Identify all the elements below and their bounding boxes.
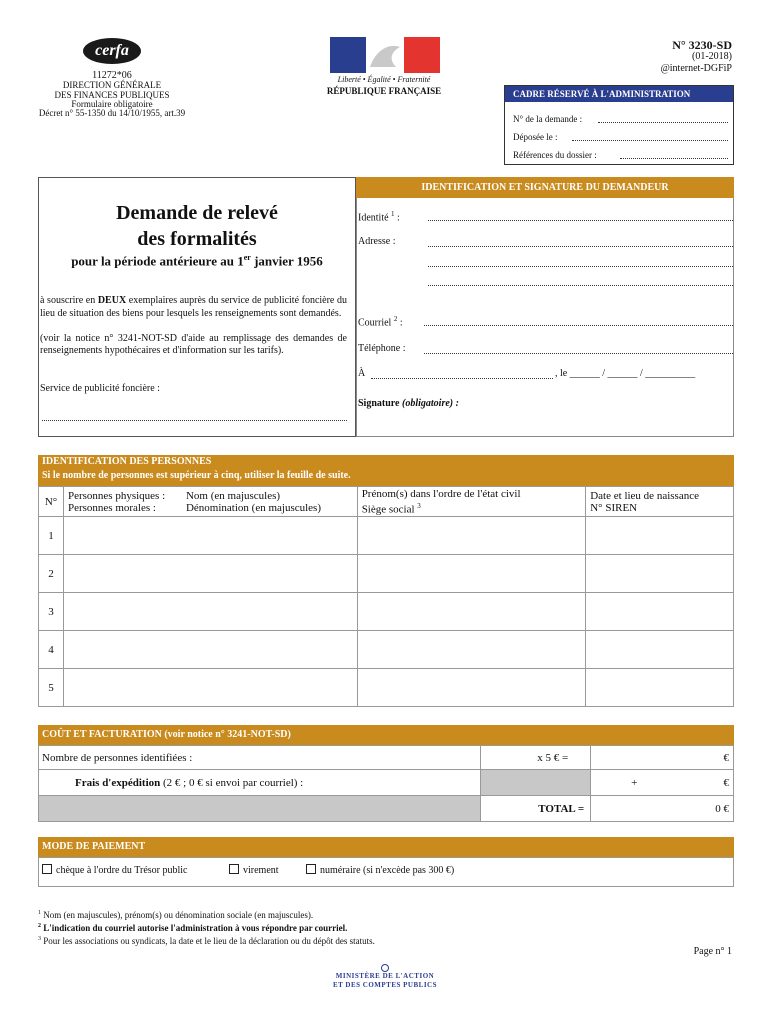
service-field[interactable] xyxy=(42,420,347,421)
name-cell[interactable] xyxy=(63,517,357,555)
row-number: 1 xyxy=(39,517,64,555)
page-number: Page n° 1 xyxy=(693,946,732,957)
rate-label: x 5 € = xyxy=(481,746,591,770)
total-cell[interactable] xyxy=(591,796,734,822)
firstname-cell[interactable] xyxy=(357,517,586,555)
shipping-grey-cell xyxy=(481,770,591,796)
row-number: 4 xyxy=(39,631,64,669)
footnote-1: $^1$ Nom (en majuscules), prénom(s) ou dénomination sociale (en majuscules). xyxy=(38,910,314,920)
marianne-flag-icon xyxy=(330,37,440,73)
footnote-2: $^2$ L'indication du courriel autorise l'administration à vous répondre par courriel. xyxy=(38,923,348,933)
form-source: @internet-DGFiP xyxy=(660,63,732,74)
col-no-header: N° xyxy=(39,487,64,517)
firstname-cell[interactable] xyxy=(357,593,586,631)
ministry-emblem-icon xyxy=(381,964,389,972)
shipping-label: Frais d'expédition (2 € ; 0 € si envoi par courriel) : xyxy=(39,770,481,796)
name-cell[interactable] xyxy=(63,631,357,669)
row-number: 5 xyxy=(39,669,64,707)
checkbox-icon[interactable] xyxy=(229,864,239,874)
payment-option-cash[interactable]: numéraire (si n'excède pas 300 €) xyxy=(306,864,454,877)
admin-box-title: CADRE RÉSERVÉ À L'ADMINISTRATION xyxy=(505,86,733,102)
col-birth-header: Date et lieu de naissance N° SIREN xyxy=(586,487,734,517)
decree-label: Décret n° 55-1350 du 14/10/1955, art.39 xyxy=(38,108,186,118)
ministry-name-1: MINISTÈRE DE L'ACTION xyxy=(335,972,435,980)
birth-cell[interactable] xyxy=(586,669,734,707)
col-firstname-header: Prénom(s) dans l'ordre de l'état civil Siège social $^3$ xyxy=(357,487,586,517)
table-row xyxy=(39,517,734,555)
persons-header: IDENTIFICATION DES PERSONNES xyxy=(38,455,734,469)
name-cell[interactable] xyxy=(63,555,357,593)
payment-header: MODE DE PAIEMENT xyxy=(38,837,734,857)
checkbox-icon[interactable] xyxy=(306,864,316,874)
row-number: 3 xyxy=(39,593,64,631)
name-cell[interactable] xyxy=(63,593,357,631)
form-number: N° 3230-SD xyxy=(672,38,732,52)
address-field-2[interactable] xyxy=(428,266,733,267)
persons-cost-cell[interactable] xyxy=(591,746,734,770)
birth-cell[interactable] xyxy=(586,631,734,669)
payment-option-transfer[interactable]: virement xyxy=(229,864,279,877)
cerfa-logo: cerfa xyxy=(83,38,141,64)
service-label: Service de publicité foncière : xyxy=(40,383,160,394)
republic-name: RÉPUBLIQUE FRANÇAISE xyxy=(326,86,442,96)
firstname-cell[interactable] xyxy=(357,631,586,669)
cerfa-number: 11272*06 xyxy=(92,70,132,81)
at-label: À xyxy=(358,368,366,379)
identity-field[interactable] xyxy=(428,220,733,221)
finances-label: DES FINANCES PUBLIQUES xyxy=(54,90,170,100)
table-row xyxy=(39,555,734,593)
form-subtitle: pour la période antérieure au 1er janvier 1956 xyxy=(71,253,323,269)
identity-label: Identité $^1$ : xyxy=(358,210,400,224)
ministry-logo xyxy=(310,964,460,990)
ministry-name-2: ET DES COMPTES PUBLICS xyxy=(332,981,438,989)
form-title-line2: des formalités xyxy=(137,228,257,250)
form-title-line1: Demande de relevé xyxy=(116,202,278,224)
payment-option-cheque[interactable]: chèque à l'ordre du Trésor public xyxy=(42,864,188,877)
form-instructions: à souscrire en DEUX exemplaires auprès du service de publicité foncière du lieu de situation des biens pour lesquels les renseignements sont demandés. xyxy=(40,295,347,319)
form-date: (01-2018) xyxy=(692,51,732,62)
euro-sign: € xyxy=(723,751,729,764)
euro-sign: € xyxy=(723,776,729,789)
footnote-3: $^3$ Pour les associations ou syndicats, la date et le lieu de la déclaration ou du dépôt des statuts. xyxy=(38,936,375,946)
col-type-header: Personnes physiques : Personnes morales : Nom (en majuscules) Dénomination (en majuscules) xyxy=(63,487,357,517)
persons-subheader: Si le nombre de personnes est supérieur à cinq, utiliser la feuille de suite. xyxy=(38,469,734,486)
mandatory-label: Formulaire obligatoire xyxy=(71,99,153,109)
admin-refs-label: Références du dossier : xyxy=(513,150,597,160)
birth-cell[interactable] xyxy=(586,517,734,555)
republic-motto: Liberté • Égalité • Fraternité xyxy=(337,75,431,84)
checkbox-icon[interactable] xyxy=(42,864,52,874)
total-label: TOTAL = xyxy=(481,796,591,822)
shipping-cost-cell[interactable] xyxy=(591,770,734,796)
admin-request-field[interactable] xyxy=(598,122,728,123)
email-label: Courriel $^2$ : xyxy=(358,315,403,329)
name-cell[interactable] xyxy=(63,669,357,707)
admin-request-label: N° de la demande : xyxy=(513,114,583,124)
table-row xyxy=(39,631,734,669)
admin-filed-field[interactable] xyxy=(572,140,728,141)
address-label: Adresse : xyxy=(358,236,396,247)
cost-header: COÛT ET FACTURATION (voir notice n° 3241-NOT-SD) xyxy=(38,725,734,745)
direction-label: DIRECTION GÉNÉRALE xyxy=(62,80,162,90)
signature-label: Signature (obligatoire) : xyxy=(358,398,459,409)
birth-cell[interactable] xyxy=(586,555,734,593)
admin-refs-field[interactable] xyxy=(620,158,728,159)
persons-table xyxy=(38,486,734,707)
total-grey-cell xyxy=(39,796,481,822)
phone-label: Téléphone : xyxy=(358,343,406,354)
address-field-1[interactable] xyxy=(428,246,733,247)
applicant-header: IDENTIFICATION ET SIGNATURE DU DEMANDEUR xyxy=(356,177,734,198)
email-field[interactable] xyxy=(424,325,733,326)
row-number: 2 xyxy=(39,555,64,593)
plus-sign: + xyxy=(631,776,638,789)
phone-field[interactable] xyxy=(424,353,733,354)
date-label[interactable]: , le ______ / ______ / __________ xyxy=(555,368,696,379)
euro-sign: € xyxy=(723,802,729,815)
republic-logo xyxy=(330,37,440,73)
place-field[interactable] xyxy=(371,378,553,379)
cost-table xyxy=(38,745,734,822)
persons-count-label: Nombre de personnes identifiées : xyxy=(39,746,481,770)
firstname-cell[interactable] xyxy=(357,555,586,593)
persons-table-header xyxy=(39,487,734,517)
birth-cell[interactable] xyxy=(586,593,734,631)
table-row xyxy=(39,593,734,631)
firstname-cell[interactable] xyxy=(357,669,586,707)
table-row xyxy=(39,669,734,707)
address-field-3[interactable] xyxy=(428,285,733,286)
total-value: 0 xyxy=(715,802,721,815)
admin-filed-label: Déposée le : xyxy=(513,132,558,142)
form-notice: (voir la notice n° 3241-NOT-SD d'aide au remplissage des demandes de renseignements hypothécaires et d'information sur les tarifs). xyxy=(40,333,347,356)
